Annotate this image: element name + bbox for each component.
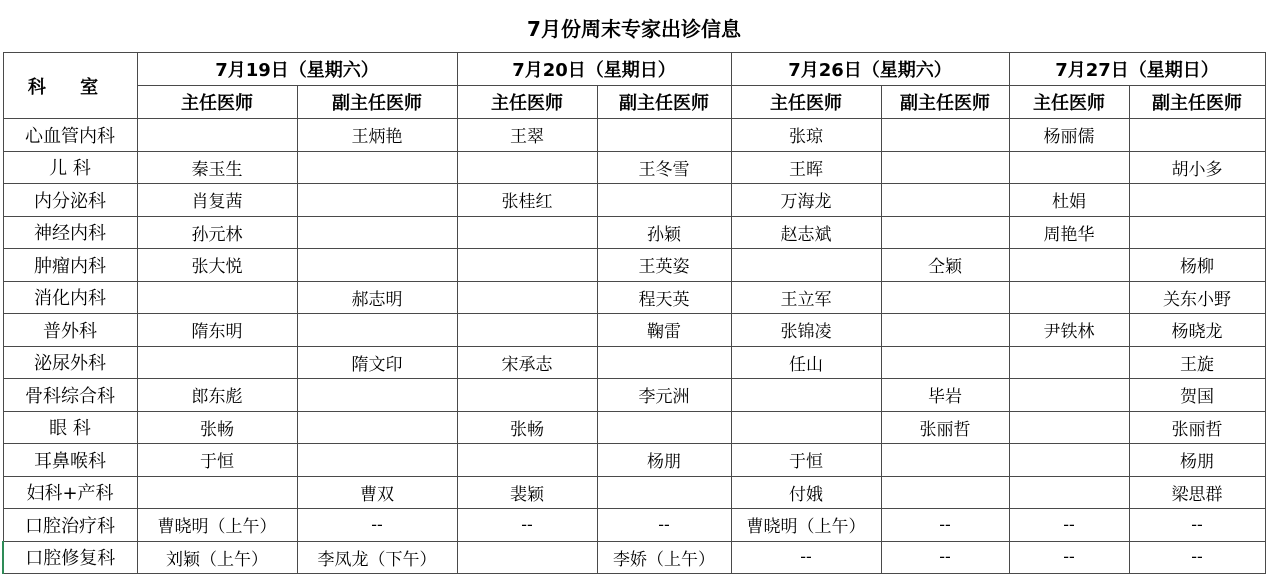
doctor-cell: 付娥 — [731, 476, 881, 509]
table-row — [3, 476, 1265, 509]
doctor-cell — [297, 151, 457, 184]
doctor-cell: -- — [1129, 509, 1265, 542]
doctor-cell — [731, 379, 881, 412]
doctor-cell — [137, 281, 297, 314]
doctor-cell: 毕岩 — [881, 379, 1009, 412]
doctor-cell — [457, 216, 597, 249]
doctor-cell: 李娇（上午） — [597, 541, 731, 574]
doctor-cell: 王旋 — [1129, 346, 1265, 379]
role-header: 主任医师 — [137, 86, 297, 119]
doctor-cell: -- — [1009, 541, 1129, 574]
doctor-cell: 隋东明 — [137, 314, 297, 347]
date-header: 7月26日（星期六） — [731, 53, 1009, 86]
doctor-cell: 梁思群 — [1129, 476, 1265, 509]
doctor-cell: 王冬雪 — [597, 151, 731, 184]
doctor-cell — [881, 444, 1009, 477]
schedule-table — [2, 2, 1266, 574]
doctor-cell: 张锦凌 — [731, 314, 881, 347]
date-header: 7月27日（星期日） — [1009, 53, 1265, 86]
dept-name: 普外科 — [3, 314, 137, 347]
doctor-cell: 王英姿 — [597, 249, 731, 282]
table-row — [3, 541, 1265, 574]
dept-name: 眼 科 — [3, 411, 137, 444]
date-header: 7月19日（星期六） — [137, 53, 457, 86]
doctor-cell: -- — [1129, 541, 1265, 574]
doctor-cell — [881, 216, 1009, 249]
doctor-cell: 于恒 — [731, 444, 881, 477]
doctor-cell: 孙元林 — [137, 216, 297, 249]
doctor-cell: 张畅 — [137, 411, 297, 444]
doctor-cell — [597, 476, 731, 509]
dept-header: 科 室 — [3, 53, 137, 119]
doctor-cell: 张畅 — [457, 411, 597, 444]
doctor-cell — [457, 541, 597, 574]
dept-name: 口腔治疗科 — [3, 509, 137, 542]
doctor-cell: 秦玉生 — [137, 151, 297, 184]
doctor-cell: -- — [297, 509, 457, 542]
table-row — [3, 444, 1265, 477]
doctor-cell — [1009, 281, 1129, 314]
table-row — [3, 151, 1265, 184]
doctor-cell: -- — [597, 509, 731, 542]
doctor-cell: 杜娟 — [1009, 184, 1129, 217]
doctor-cell — [1009, 346, 1129, 379]
doctor-cell: 赵志斌 — [731, 216, 881, 249]
dept-name: 儿 科 — [3, 151, 137, 184]
doctor-cell: 王炳艳 — [297, 119, 457, 152]
dept-name: 神经内科 — [3, 216, 137, 249]
doctor-cell — [297, 444, 457, 477]
doctor-cell: 李凤龙（下午） — [297, 541, 457, 574]
doctor-cell: 张丽哲 — [1129, 411, 1265, 444]
doctor-cell: 曹晓明（上午） — [137, 509, 297, 542]
doctor-cell: 王立军 — [731, 281, 881, 314]
doctor-cell — [1009, 444, 1129, 477]
doctor-cell — [1129, 184, 1265, 217]
role-header: 副主任医师 — [597, 86, 731, 119]
dept-name: 妇科+产科 — [3, 476, 137, 509]
doctor-cell — [881, 184, 1009, 217]
dept-name: 心血管内科 — [3, 119, 137, 152]
dept-name: 泌尿外科 — [3, 346, 137, 379]
doctor-cell — [881, 151, 1009, 184]
doctor-cell — [881, 346, 1009, 379]
doctor-cell — [457, 151, 597, 184]
doctor-cell: -- — [881, 541, 1009, 574]
dept-name: 内分泌科 — [3, 184, 137, 217]
doctor-cell: 张琼 — [731, 119, 881, 152]
table-title: 7月份周末专家出诊信息 — [3, 2, 1265, 53]
doctor-cell: 张桂红 — [457, 184, 597, 217]
table-row — [3, 119, 1265, 152]
table-row — [3, 379, 1265, 412]
doctor-cell: 尹铁林 — [1009, 314, 1129, 347]
table-row — [3, 249, 1265, 282]
doctor-cell: 郎东彪 — [137, 379, 297, 412]
doctor-cell: 杨晓龙 — [1129, 314, 1265, 347]
table-row — [3, 509, 1265, 542]
doctor-cell: 杨朋 — [597, 444, 731, 477]
doctor-cell — [297, 314, 457, 347]
doctor-cell — [597, 184, 731, 217]
dept-name: 消化内科 — [3, 281, 137, 314]
doctor-cell — [297, 216, 457, 249]
doctor-cell: 张丽哲 — [881, 411, 1009, 444]
doctor-cell — [1009, 411, 1129, 444]
dept-name: 肿瘤内科 — [3, 249, 137, 282]
doctor-cell: -- — [731, 541, 881, 574]
doctor-cell — [731, 411, 881, 444]
role-header: 主任医师 — [731, 86, 881, 119]
doctor-cell: 关东小野 — [1129, 281, 1265, 314]
doctor-cell — [1009, 476, 1129, 509]
doctor-cell: 程天英 — [597, 281, 731, 314]
doctor-cell: 曹双 — [297, 476, 457, 509]
doctor-cell — [297, 249, 457, 282]
doctor-cell — [457, 444, 597, 477]
doctor-cell — [457, 281, 597, 314]
dept-name: 骨科综合科 — [3, 379, 137, 412]
role-header: 副主任医师 — [881, 86, 1009, 119]
role-header: 主任医师 — [1009, 86, 1129, 119]
table-row — [3, 281, 1265, 314]
doctor-cell — [137, 476, 297, 509]
doctor-cell: 于恒 — [137, 444, 297, 477]
doctor-cell: 裴颖 — [457, 476, 597, 509]
table-row — [3, 411, 1265, 444]
doctor-cell: 鞠雷 — [597, 314, 731, 347]
doctor-cell — [457, 379, 597, 412]
doctor-cell: -- — [881, 509, 1009, 542]
doctor-cell: 张大悦 — [137, 249, 297, 282]
doctor-cell — [297, 411, 457, 444]
doctor-cell — [881, 314, 1009, 347]
table-row — [3, 346, 1265, 379]
doctor-cell — [881, 476, 1009, 509]
role-header: 副主任医师 — [297, 86, 457, 119]
dept-name: 口腔修复科 — [3, 541, 137, 574]
doctor-cell: 王晖 — [731, 151, 881, 184]
doctor-cell: 周艳华 — [1009, 216, 1129, 249]
doctor-cell — [457, 249, 597, 282]
doctor-cell — [597, 119, 731, 152]
doctor-cell — [297, 379, 457, 412]
doctor-cell — [1009, 379, 1129, 412]
doctor-cell: 李元洲 — [597, 379, 731, 412]
dept-name: 耳鼻喉科 — [3, 444, 137, 477]
doctor-cell: 仝颖 — [881, 249, 1009, 282]
doctor-cell — [1129, 119, 1265, 152]
doctor-cell — [731, 249, 881, 282]
doctor-cell: 刘颖（上午） — [137, 541, 297, 574]
doctor-cell — [881, 281, 1009, 314]
doctor-cell: 郝志明 — [297, 281, 457, 314]
doctor-cell — [881, 119, 1009, 152]
doctor-cell — [597, 346, 731, 379]
doctor-cell — [1009, 249, 1129, 282]
doctor-cell: -- — [1009, 509, 1129, 542]
table-row — [3, 314, 1265, 347]
doctor-cell: 胡小多 — [1129, 151, 1265, 184]
doctor-cell: 杨朋 — [1129, 444, 1265, 477]
doctor-cell — [1129, 216, 1265, 249]
doctor-cell: 孙颖 — [597, 216, 731, 249]
doctor-cell — [597, 411, 731, 444]
table-row — [3, 216, 1265, 249]
doctor-cell — [457, 314, 597, 347]
doctor-cell: 万海龙 — [731, 184, 881, 217]
doctor-cell: 隋文印 — [297, 346, 457, 379]
doctor-cell — [1009, 151, 1129, 184]
doctor-cell: 贺国 — [1129, 379, 1265, 412]
doctor-cell: 任山 — [731, 346, 881, 379]
doctor-cell — [137, 346, 297, 379]
doctor-cell — [137, 119, 297, 152]
role-header: 副主任医师 — [1129, 86, 1265, 119]
table-row — [3, 184, 1265, 217]
doctor-cell: 宋承志 — [457, 346, 597, 379]
schedule-body — [3, 119, 1265, 574]
date-header: 7月20日（星期日） — [457, 53, 731, 86]
doctor-cell: 杨柳 — [1129, 249, 1265, 282]
doctor-cell: -- — [457, 509, 597, 542]
doctor-cell: 王翠 — [457, 119, 597, 152]
doctor-cell: 杨丽儒 — [1009, 119, 1129, 152]
role-header: 主任医师 — [457, 86, 597, 119]
doctor-cell — [297, 184, 457, 217]
doctor-cell: 肖复茜 — [137, 184, 297, 217]
doctor-cell: 曹晓明（上午） — [731, 509, 881, 542]
